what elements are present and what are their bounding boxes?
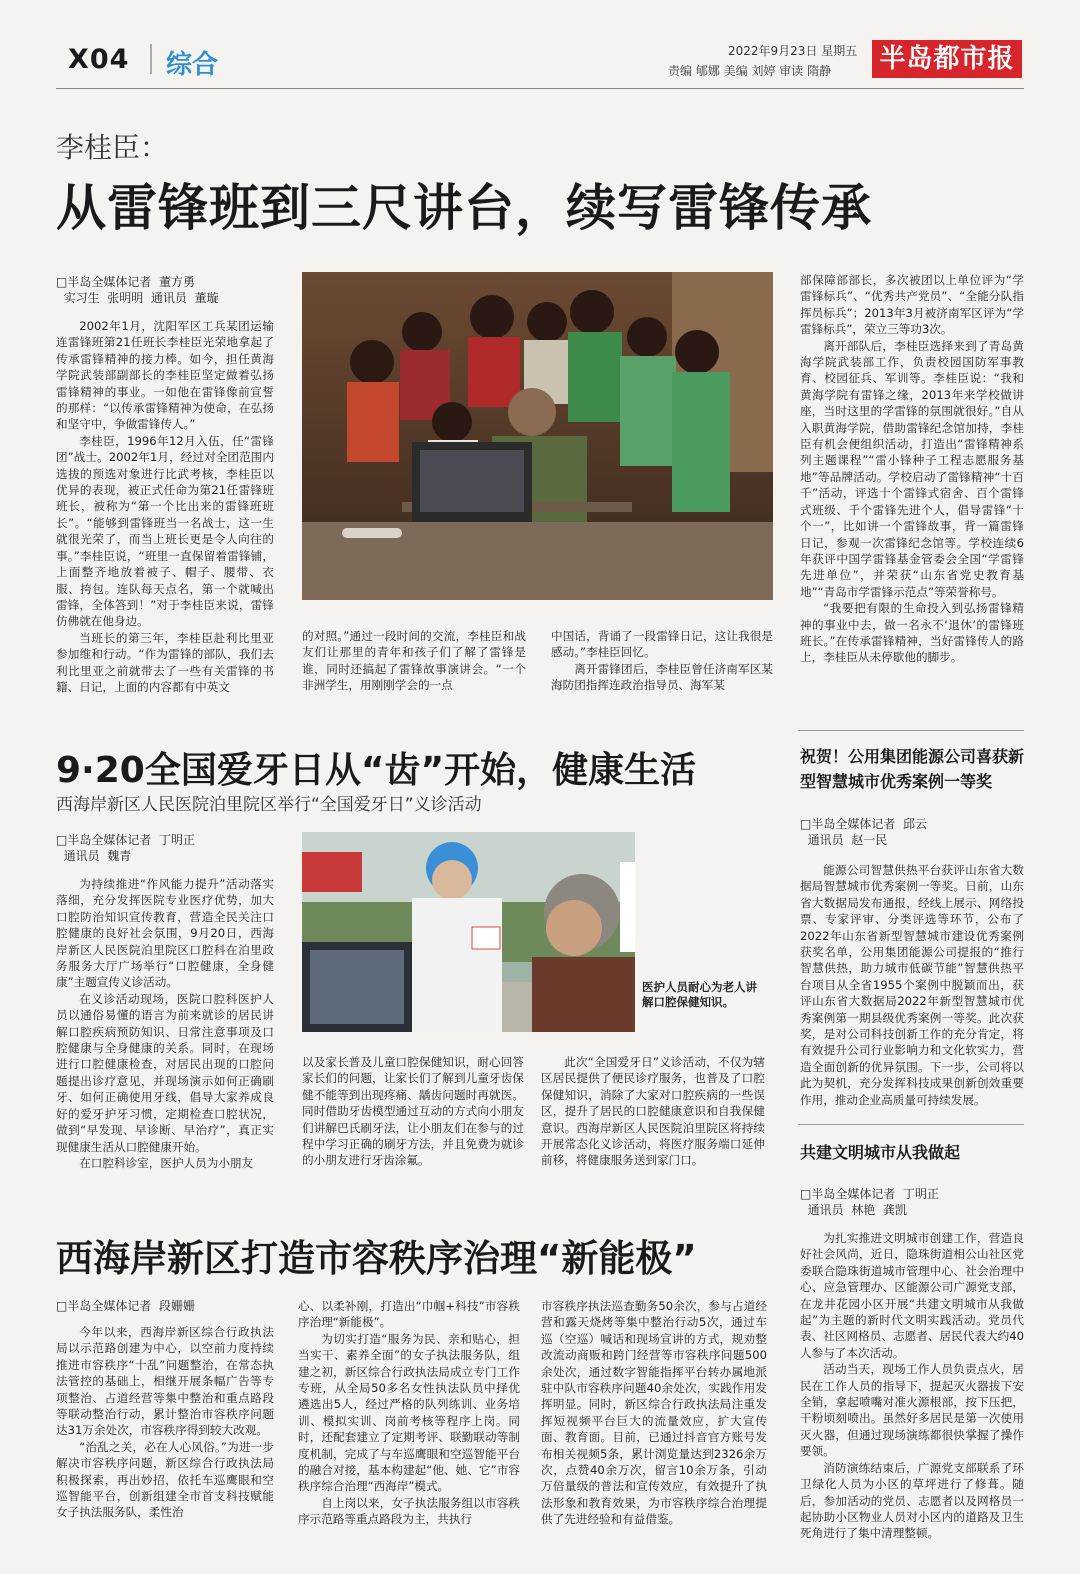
paragraph: 的对照。”通过一段时间的交流，李桂臣和战友们让那里的青年和孩子们了解了雷锋是谁，同时还搞起了雷锋故事演讲会。“一个非洲学生，用刚刚学会的一点: [302, 629, 526, 693]
article2-byline: □半岛全媒体记者 丁明正 通讯员 魏青: [56, 833, 195, 863]
paragraph: 为扎实推进文明城市创建工作，营造良好社会风尚，近日，隐珠街道相公山社区党委联合隐珠街道城市管理中心、社会治理中心、应急管理办、区能源公司广源党支部，在龙井花园小区开展“共建文明城市从我做起”为主题的新时代文明实践活动。党员代表、社区网格员、志愿者、居民代表大约40人参与了本次活动。: [800, 1231, 1024, 1360]
article3-col3: [541, 1298, 767, 1548]
article1-col4: [800, 272, 1024, 682]
side1-body: [800, 862, 1024, 1114]
newspaper-logo: 半岛都市报: [872, 40, 1022, 78]
article2-col2: [302, 1054, 524, 1184]
article1-col2: [302, 628, 526, 693]
paragraph: 2002年1月，沈阳军区工兵某团运输连雷锋班第21任班长李桂臣光荣地拿起了传承雷锋精神的接力棒。如今，担任黄海学院武装部副部长的李桂臣坚定做着弘扬雷锋精神的事业。一如他在雷锋像前宣誓的那样：“以传承雷锋精神为使命，在弘扬和坚守中，争做雷锋传人。”: [56, 319, 274, 432]
section-name: 综合: [166, 50, 219, 80]
paragraph: 活动当天，现场工作人员负责点火，居民在工作人员的指导下，提起灭火器拔下安全销，拿起喷嘴对准火源根部，按下压把，干粉顷刻喷出。虽然好多居民是第一次使用灭火器，但通过现场演练都很快掌握了操作要领。: [800, 1362, 1024, 1459]
paragraph: 为持续推进“作风能力提升”活动落实落细，充分发挥医院专业医疗优势，加大口腔防治知识宣传教育，营造全民关注口腔健康的良好社会氛围，9月20日，西海岸新区人民医院泊里院区口腔科在泊里政务服务大厅广场举行“口腔健康，全身健康”主题宣传义诊活动。: [56, 877, 274, 990]
article1-byline: □半岛全媒体记者 董方勇 实习生 张明明 通讯员 董璇: [56, 275, 219, 305]
side2-body: [800, 1230, 1024, 1548]
paragraph: 自上岗以来，女子执法服务组以市容秩序示范路等重点路段为主，共执行: [298, 1495, 520, 1527]
paragraph: 当班长的第三年，李桂臣赴利比里亚参加维和行动。“作为雷锋的部队，我们去利比里亚之前就带去了一些有关雷锋的书籍、日记，上面的内容都有中英文: [56, 630, 274, 694]
article3-title: 西海岸新区打造市容秩序治理“新能极”: [56, 1237, 697, 1280]
paragraph: 心、以柔补刚，打造出“巾帼+科技”市容秩序治理“新能极”。: [298, 1299, 520, 1330]
masthead-rule: [56, 88, 1024, 89]
article3-byline: □半岛全媒体记者 段姗姗: [56, 1299, 195, 1313]
paragraph: 今年以来，西海岸新区综合行政执法局以示范路创建为中心，以空前力度持续推进市容秩序“十乱”问题整治，在常态执法管控的基础上，相继开展条幅广告等专项整治、占道经营等集中整治和重点路段等联动整治行动，累计整治市容秩序问题达31万余处次，市容秩序得到较大改观。: [56, 1325, 274, 1438]
paragraph: 李桂臣，1996年12月入伍，任“雷锋团”战士。2002年1月，经过对全团范围内选拔的预选对象进行比武考核，李桂臣以优异的表现，被正式任命为第21任雷锋班班长，被称为“第一个比出来的雷锋班班长”。“能够到雷锋班当一名战士，这一生就很光荣了，而当上班长更是令人向往的事。”李桂臣说，“班里一直保留着雷锋铺，上面整齐地放着被子、帽子、腰带、衣服、挎包。连队每天点名，第一个就喊出雷锋，全体答到！”对于李桂臣来说，雷锋仿佛就在他身边。: [56, 433, 274, 629]
masthead-divider: [150, 44, 152, 74]
article2-photo-caption: 医护人员耐心为老人讲解口腔保健知识。: [642, 980, 757, 1009]
page-number: X04: [68, 44, 130, 75]
photo-dental-consultation: [302, 832, 635, 1032]
paragraph: 消防演练结束后，广源党支部联系了环卫绿化人员为小区的草坪进行了修葺。随后，参加活动的党员、志愿者以及网格员一起协助小区物业人员对小区内的道路及卫生死角进行了集中清理整顿。: [800, 1460, 1024, 1541]
paragraph: “我要把有限的生命投入到弘扬雷锋精神的事业中去，做一名永不‘退休’的雷锋班班长。”在传承雷锋精神，当好雷锋传人的路上，李桂臣从未停歇他的脚步。: [800, 601, 1024, 665]
article3-col1: [56, 1324, 274, 1548]
paragraph: 为切实打造“服务为民、亲和贴心，担当实干、素养全面”的女子执法服务队，组建之初，新区综合行政执法局成立专门工作专班，从全局50多名女性执法队员中择优遴选出5人，经过严格的队列练训、业务培训、模拟实训、岗前考核等程序上岗。同时，还配套建立了定期考评、联勤联动等制度机制，完成了与车巡鹰眼和空巡智能平台的融合对接，基本构建起“他、她、它”市容秩序综合治理“西海岸”模式。: [298, 1331, 520, 1494]
article2-col3: [541, 1054, 765, 1184]
side2-title: 共建文明城市从我做起: [800, 1143, 961, 1162]
article2-subtitle: 西海岸新区人民医院泊里院区举行“全国爱牙日”义诊活动: [56, 795, 482, 815]
photo-soldier-with-children: [302, 272, 773, 600]
article1-kicker: 李桂臣：: [56, 131, 169, 164]
article1-col1: [56, 318, 274, 694]
article1-title: 从雷锋班到三尺讲台，续写雷锋传承: [56, 179, 872, 237]
sidebar-rule: [798, 1124, 1024, 1125]
article2-title: 9·20全国爱牙日从“齿”开始，健康生活: [56, 750, 697, 791]
article3-col2: [298, 1298, 520, 1548]
side1-byline: □半岛全媒体记者 邱云 通讯员 赵一民: [800, 817, 927, 847]
side1-title: 祝贺！公用集团能源公司喜获新型智慧城市优秀案例一等奖: [800, 747, 1025, 791]
sidebar-rule: [798, 730, 1024, 731]
paragraph: 能源公司智慧供热平台获评山东省大数据局智慧城市优秀案例一等奖。日前，山东省大数据局发布通报，经线上展示、网络投票、专家评审、分类评选等环节，公布了2022年山东省新型智慧城市建设优秀案例获奖名单，公用集团能源公司提报的“推行智慧供热，助力城市低碳节能”智慧供热平台项目从全省1955个案例中脱颖而出，获评山东省大数据局2022年新型智慧城市优秀案例第一期县级优秀案例一等奖。此次获奖，是对公司科技创新工作的充分肯定，将有效提升公司行业影响力和文化软实力，营造全面创新的优异氛围。下一步，公司将以此为契机，充分发挥科技成果创新创效重要作用，推动企业高质量可持续发展。: [800, 863, 1024, 1107]
article2-col1: [56, 876, 274, 1232]
paragraph: 此次“全国爱牙日”义诊活动，不仅为辖区居民提供了便民诊疗服务，也普及了口腔保健知识，消除了大家对口腔疾病的一些误区，提升了居民的口腔健康意识和自我保健意识。西海岸新区人民医院泊里院区将持续开展常态化义诊活动，将医疗服务端口延伸前移，将健康服务送到家门口。: [541, 1055, 765, 1168]
paragraph: 中国话，背诵了一段雷锋日记，这让我很是感动。”李桂臣回忆。: [551, 629, 773, 660]
paragraph: 市容秩序执法巡查勤务50余次，参与占道经营和露天烧烤等集中整治行动5次，通过车巡（空巡）喊话和现场宣讲的方式，规劝整改流动商贩和跨门经营等市容秩序问题500余处次，通过数字智能指挥平台转办属地派驻中队市容秩序问题40余处次，实践作用发挥明显。同时，新区综合行政执法局注重发挥短视频平台巨大的流量效应，扩大宣传面、教育面。目前，已通过抖音官方账号发布相关视频5条，累计浏览量达到2326余万次，点赞40余万次，留言10余万条，引动万倍量级的普法和宣传效应，有效提升了执法形象和教育效果，为市容秩序综合治理提供了先进经验和有益借鉴。: [541, 1299, 767, 1527]
paragraph: 在义诊活动现场，医院口腔科医护人员以通俗易懂的语言为前来就诊的居民讲解口腔疾病预防知识、日常注意事项及口腔健康与全身健康的关系。同时，在现场进行口腔健康检查，对居民出现的口腔问题提出诊疗意见，并现场演示如何正确刷牙、如何正确使用牙线，倡导大家养成良好的爱牙护牙习惯，定期检查口腔状况，做到“早发现、早诊断、早治疗”，真正实现健康生活从口腔健康开始。: [56, 991, 274, 1154]
date-line: 2022年9月23日 星期五: [728, 44, 858, 58]
editor-line: 责编 郇娜 美编 刘婷 审读 隋静: [668, 64, 832, 78]
side2-byline: □半岛全媒体记者 丁明正 通讯员 林艳 龚凯: [800, 1187, 939, 1217]
article1-col3: [551, 628, 773, 693]
paragraph: 部保障部部长，多次被团以上单位评为“学雷锋标兵”、“优秀共产党员”、“全能分队指挥员标兵”；2013年3月被济南军区评为“学雷锋标兵”，荣立三等功3次。: [800, 273, 1024, 337]
paragraph: 以及家长普及儿童口腔保健知识，耐心回答家长们的问题，让家长们了解到儿童牙齿保健不能等到出现疼痛、龋齿问题时再就医。同时借助牙齿模型通过互动的方式向小朋友们讲解巴氏刷牙法，让小朋友们在参与的过程中学习正确的刷牙方法，并且免费为就诊的小朋友进行牙齿涂氟。: [302, 1055, 524, 1168]
paragraph: “治乱之关，必在人心风俗。”为进一步解决市容秩序问题，新区综合行政执法局积极探索，再出妙招，依托车巡鹰眼和空巡智能平台，创新组建全市首支科技赋能女子执法服务队，柔性治: [56, 1439, 274, 1520]
paragraph: 在口腔科诊室，医护人员为小朋友: [79, 1155, 254, 1170]
paragraph: 离开部队后，李桂臣选择来到了青岛黄海学院武装部工作，负责校园国防军事教育、校园征兵、军训等。李桂臣说：“我和黄海学院有雷锋之缘，2013年来学校做讲座，当时这里的学雷锋的氛围就很好。”自从入职黄海学院，借助雷锋纪念馆加持，李桂臣有机会便组织活动，打造出“雷锋精神系列主题课程”“雷小锋种子工程志愿服务基地”等品牌活动。学校启动了雷锋精神“十百千”活动，评选十个雷锋式宿舍、百个雷锋式班级、千个雷锋先进个人，倡导雷锋“十个一”，比如讲一个雷锋故事，背一篇雷锋日记，参观一次雷锋纪念馆等。学校连续6年获评中国学雷锋基金管委会全国“学雷锋先进单位”，并荣获“山东省党史教育基地”“青岛市学雷锋示范点”等荣誉称号。: [800, 338, 1024, 599]
paragraph: 离开雷锋团后，李桂臣曾任济南军区某海防团指挥连政治指导员、海军某: [551, 661, 773, 693]
